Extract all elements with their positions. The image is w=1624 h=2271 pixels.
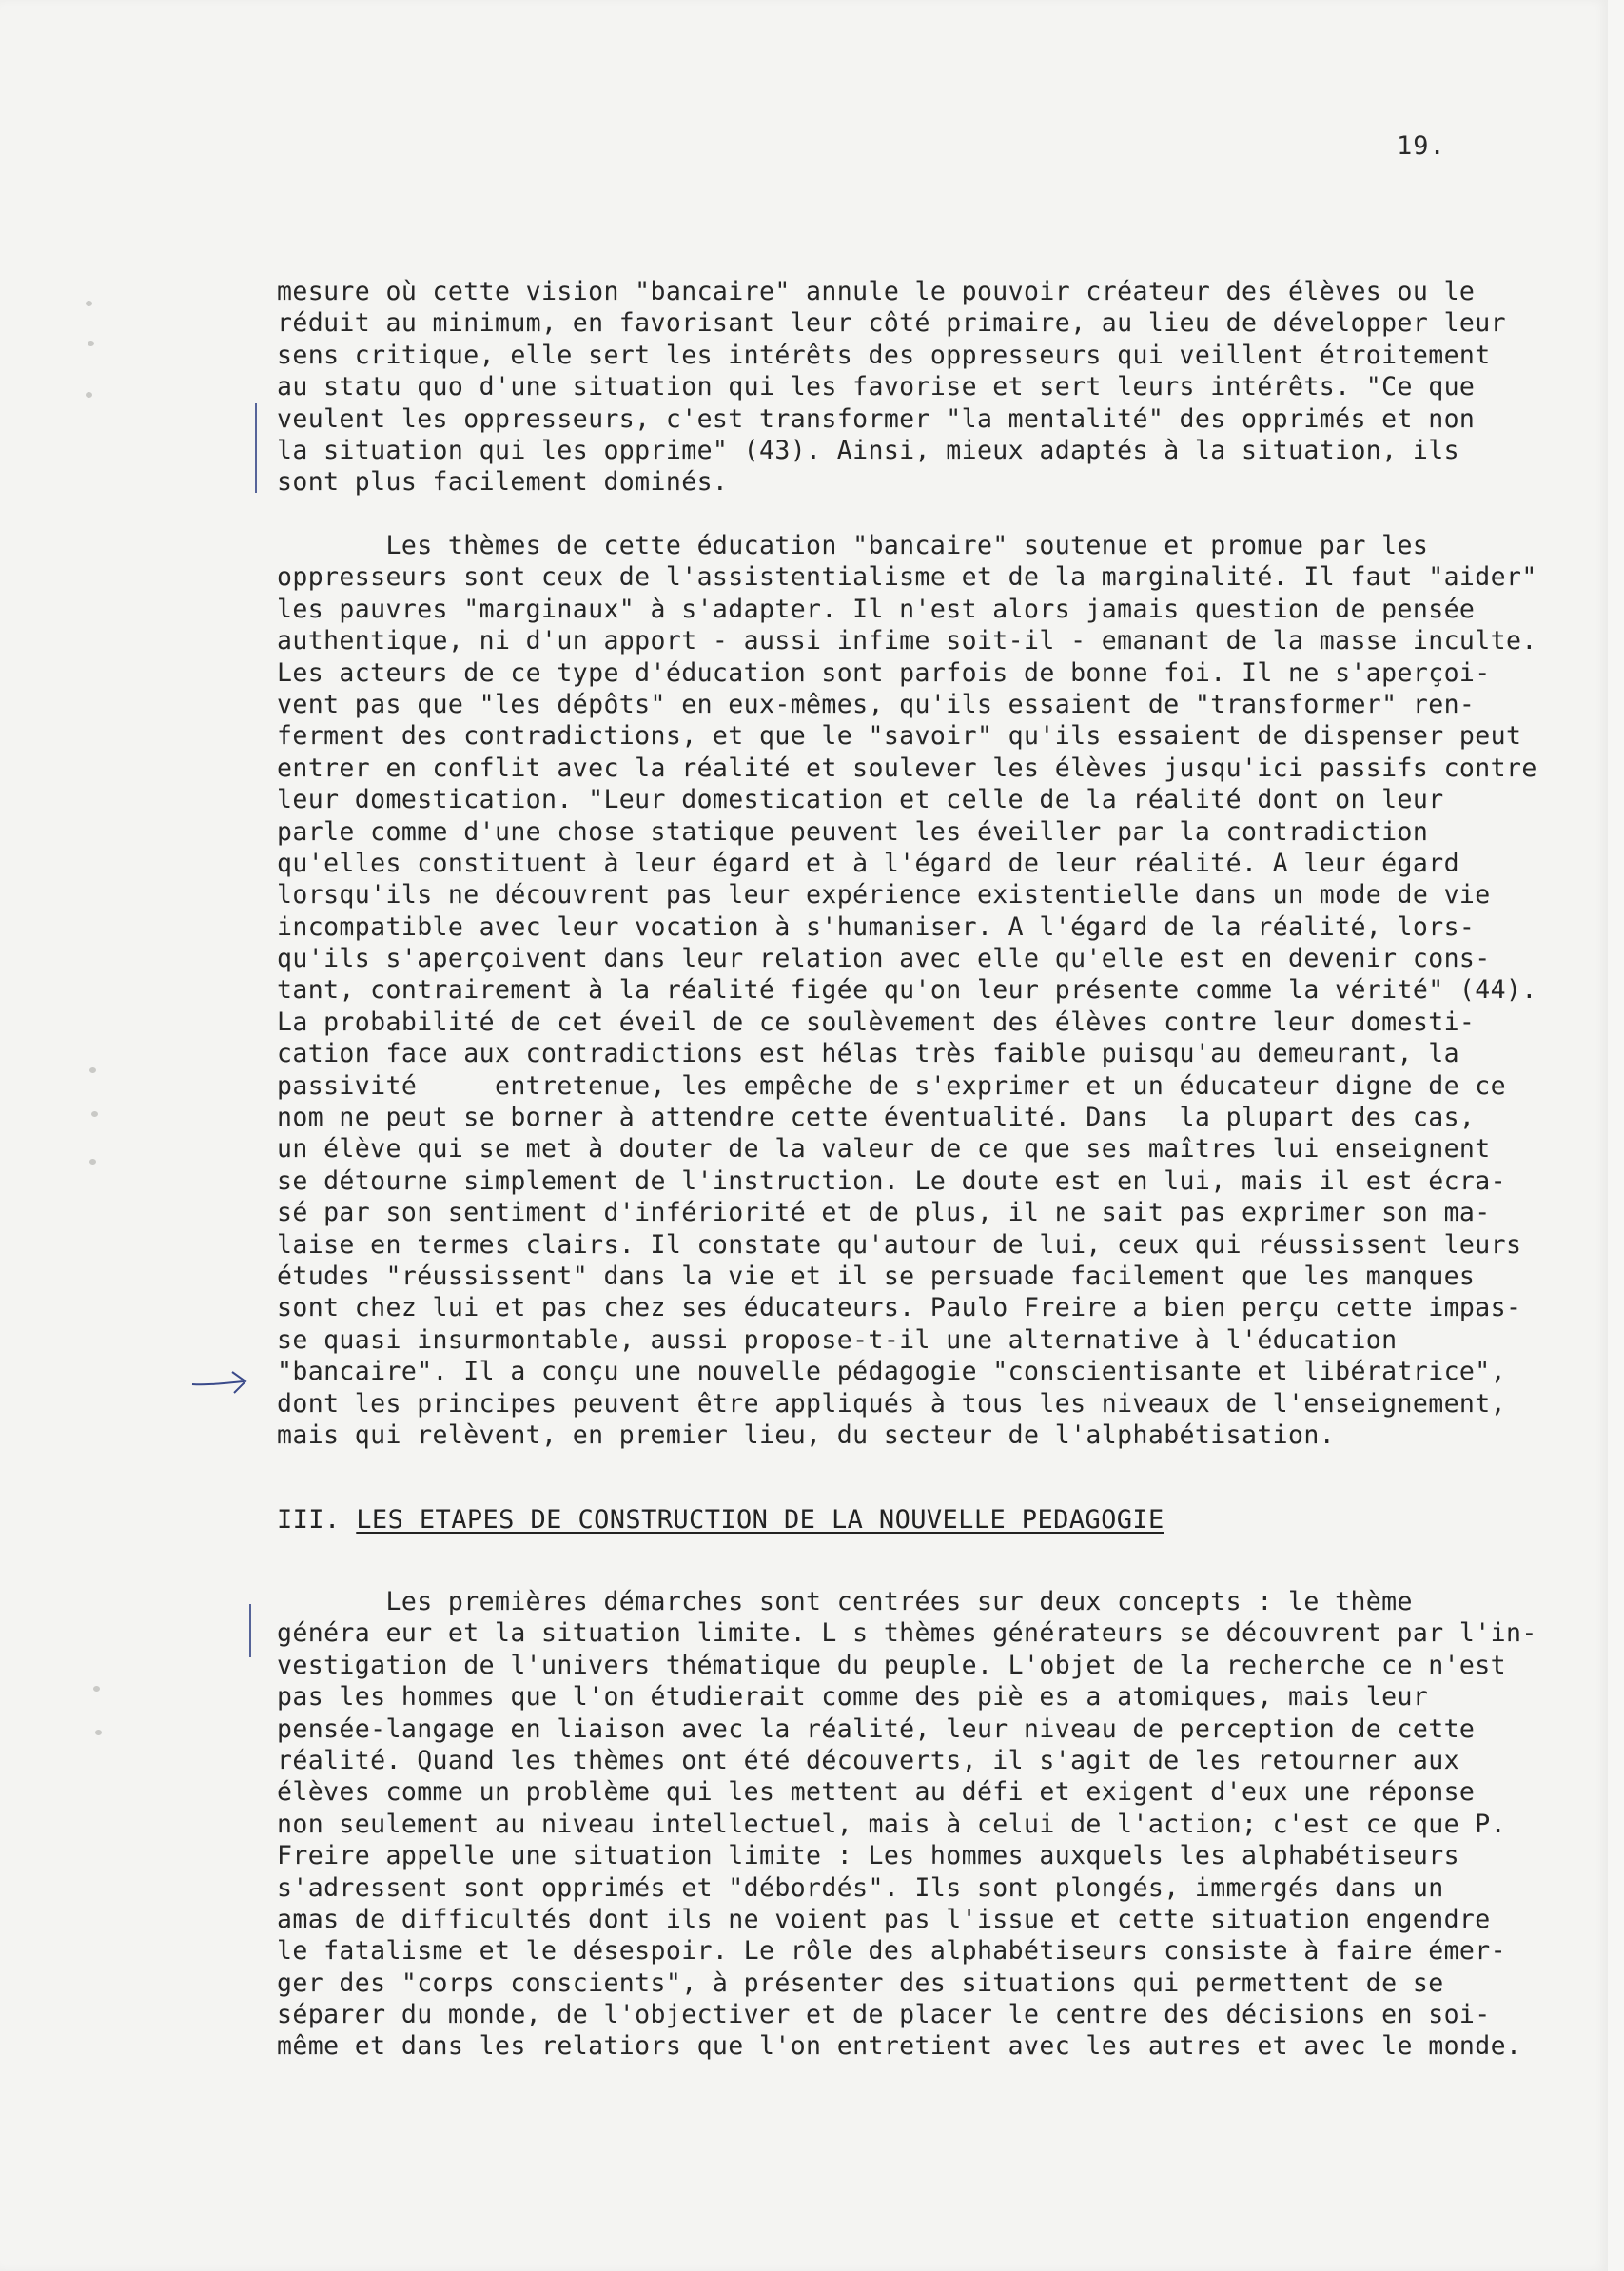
- section-title: LES ETAPES DE CONSTRUCTION DE LA NOUVELLE PEDAGOGIE: [356, 1505, 1164, 1535]
- text-line: sens critique, elle sert les intérêts des oppresseurs qui veillent étroitement: [277, 340, 1491, 370]
- margin-annotation-bar: [249, 1604, 251, 1657]
- margin-mark: [91, 1111, 98, 1117]
- text-line: Les thèmes de cette éducation "bancaire" soutenue et promue par les: [277, 531, 1429, 560]
- text-line: ferment des contradictions, et que le "savoir" qu'ils essaient de dispenser peut: [277, 721, 1522, 752]
- text-line: se quasi insurmontable, aussi propose-t-il une alternative à l'éducation: [277, 1324, 1398, 1355]
- text-line: études "réussissent" dans la vie et il se persuade facilement que les manques: [277, 1261, 1476, 1291]
- text-line: sé par son sentiment d'infériorité et de plus, il ne sait pas exprimer son ma-: [277, 1198, 1491, 1228]
- text-line: authentique, ni d'un apport - aussi infime soit-il - emanant de la masse inculte.: [277, 626, 1537, 656]
- text-line: nom ne peut se borner à attendre cette éventualité. Dans la plupart des cas,: [277, 1103, 1476, 1133]
- margin-mark: [89, 1159, 96, 1165]
- page-number: 19.: [1397, 131, 1446, 161]
- text-line: dont les principes peuvent être appliqués à tous les niveaux de l'enseignement,: [277, 1388, 1506, 1419]
- text-line: veulent les oppresseurs, c'est transformer "la mentalité" des opprimés et non: [277, 403, 1476, 434]
- text-line: mesure où cette vision "bancaire" annule le pouvoir créateur des élèves ou le: [277, 277, 1476, 306]
- text-line: passivité entretenue, les empêche de s'exprimer et un éducateur digne de ce: [277, 1070, 1506, 1101]
- text-line: réalité. Quand les thèmes ont été découverts, il s'agit de les retourner aux: [277, 1745, 1459, 1775]
- text-line: leur domestication. "Leur domestication et celle de la réalité dont on leur: [277, 785, 1444, 815]
- paragraph-2: [277, 530, 1571, 1451]
- text-line: La probabilité de cet éveil de ce soulèvement des élèves contre leur domesti-: [277, 1007, 1476, 1037]
- section-number: III.: [277, 1505, 357, 1535]
- margin-mark: [89, 1067, 96, 1073]
- paragraph-3: [277, 1586, 1571, 2063]
- text-line: laise en termes clairs. Il constate qu'autour de lui, ceux qui réussissent leurs: [277, 1229, 1522, 1260]
- text-line: incompatible avec leur vocation à s'humaniser. A l'égard de la réalité, lors-: [277, 911, 1476, 942]
- text-line: un élève qui se met à douter de la valeur de ce que ses maîtres lui enseignent: [277, 1134, 1491, 1165]
- text-line: la situation qui les opprime" (43). Ainsi, mieux adaptés à la situation, ils: [277, 435, 1459, 465]
- text-line: le fatalisme et le désespoir. Le rôle des alphabétiseurs consiste à faire émer-: [277, 1936, 1506, 1967]
- text-line: même et dans les relatiors que l'on entretient avec les autres et avec le monde.: [277, 2031, 1522, 2062]
- text-line: parle comme d'une chose statique peuvent les éveiller par la contradiction: [277, 816, 1429, 847]
- margin-mark: [86, 392, 92, 398]
- text-line: cation face aux contradictions est hélas très faible puisqu'au demeurant, la: [277, 1039, 1459, 1069]
- text-line: vestigation de l'univers thématique du peuple. L'objet de la recherche ce n'est: [277, 1650, 1506, 1680]
- arrow-icon: [190, 1368, 251, 1397]
- text-line: lorsqu'ils ne découvrent pas leur expérience existentielle dans un mode de vie: [277, 880, 1491, 910]
- paragraph-1: [277, 276, 1571, 499]
- text-line: Les acteurs de ce type d'éducation sont parfois de bonne foi. Il ne s'aperçoi-: [277, 657, 1491, 688]
- text-line: généra eur et la situation limite. L s thèmes générateurs se découvrent par l'in-: [277, 1618, 1537, 1649]
- text-line: au statu quo d'une situation qui les favorise et sert leurs intérêts. "Ce que: [277, 372, 1476, 402]
- text-line: qu'elles constituent à leur égard et à l'égard de leur réalité. A leur égard: [277, 848, 1459, 878]
- text-line: qu'ils s'aperçoivent dans leur relation avec elle qu'elle est en devenir cons-: [277, 944, 1491, 974]
- text-line: "bancaire". Il a conçu une nouvelle pédagogie "conscientisante et libératrice",: [277, 1357, 1506, 1387]
- text-line: Freire appelle une situation limite : Les hommes auxquels les alphabétiseurs: [277, 1841, 1459, 1871]
- text-line: amas de difficultés dont ils ne voient pas l'issue et cette situation engendre: [277, 1904, 1491, 1934]
- text-line: pas les hommes que l'on étudierait comme des piè es a atomiques, mais leur: [277, 1682, 1429, 1713]
- margin-mark: [88, 341, 94, 346]
- margin-mark: [95, 1730, 102, 1735]
- text-line: mais qui relèvent, en premier lieu, du secteur de l'alphabétisation.: [277, 1419, 1336, 1450]
- margin-mark: [86, 301, 92, 306]
- text-line: se détourne simplement de l'instruction. Le doute est en lui, mais il est écra-: [277, 1165, 1506, 1196]
- text-line: vent pas que "les dépôts" en eux-mêmes, qu'ils essaient de "transformer" ren-: [277, 689, 1476, 719]
- text-line: ger des "corps conscients", à présenter des situations qui permettent de se: [277, 1968, 1444, 1998]
- text-line: les pauvres "marginaux" à s'adapter. Il n'est alors jamais question de pensée: [277, 594, 1476, 624]
- text-line: Les premières démarches sont centrées sur deux concepts : le thème: [277, 1587, 1413, 1616]
- text-line: élèves comme un problème qui les mettent au défi et exigent d'eux une réponse: [277, 1777, 1476, 1808]
- text-line: sont plus facilement dominés.: [277, 467, 729, 498]
- margin-annotation-bar: [255, 403, 257, 493]
- text-line: entrer en conflit avec la réalité et soulever les élèves jusqu'ici passifs contre: [277, 753, 1537, 783]
- text-line: tant, contrairement à la réalité figée qu'on leur présente comme la vérité" (44).: [277, 975, 1537, 1006]
- margin-mark: [93, 1686, 100, 1692]
- text-line: sont chez lui et pas chez ses éducateurs. Paulo Freire a bien perçu cette impas-: [277, 1293, 1522, 1323]
- text-line: oppresseurs sont ceux de l'assistentialisme et de la marginalité. Il faut "aider": [277, 562, 1537, 593]
- text-line: séparer du monde, de l'objectiver et de placer le centre des décisions en soi-: [277, 2000, 1491, 2030]
- text-line: non seulement au niveau intellectuel, mais à celui de l'action; c'est ce que P.: [277, 1809, 1506, 1839]
- section-heading: [277, 1505, 1164, 1535]
- text-line: s'adressent sont opprimés et "débordés". Ils sont plongés, immergés dans un: [277, 1872, 1444, 1903]
- text-line: réduit au minimum, en favorisant leur côté primaire, au lieu de développer leur: [277, 308, 1506, 339]
- text-line: pensée-langage en liaison avec la réalité, leur niveau de perception de cette: [277, 1713, 1476, 1744]
